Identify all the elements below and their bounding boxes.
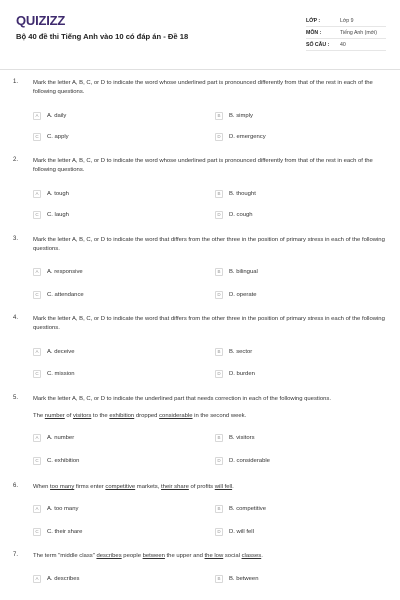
question-prompt: Mark the letter A, B, C, or D to indicate the word whose underlined part is pronounced differently from that of the rest in each of the following questions.: [33, 158, 373, 173]
option-key-box: D: [215, 133, 223, 141]
option-label: B. thought: [229, 190, 256, 197]
underlined-part-d: classes: [241, 553, 262, 559]
sentence-text: in the second week.: [192, 413, 247, 419]
option-key-box: C: [33, 133, 41, 141]
option-key-box: D: [215, 528, 223, 536]
option-a[interactable]: [33, 188, 69, 199]
option-a[interactable]: [33, 432, 74, 443]
sentence-text: people: [121, 553, 143, 559]
underlined-part-d: considerable: [159, 413, 193, 419]
option-label: D. cough: [229, 211, 253, 218]
meta-row-subject: [306, 27, 386, 39]
meta-value: 40: [340, 41, 346, 48]
option-key-box: B: [215, 268, 223, 276]
option-label: C. their share: [47, 528, 83, 535]
meta-label: MÔN :: [306, 29, 322, 36]
sentence-text: .: [232, 484, 234, 490]
option-a[interactable]: [33, 573, 79, 584]
option-label: B. visitors: [229, 434, 255, 441]
underlined-part-c: exhibition: [109, 413, 135, 419]
option-key-box: A: [33, 190, 41, 198]
question-prompt: Mark the letter A, B, C, or D to indicate the word that differs from the other three in the position of primary stress in each of the following questions.: [33, 316, 385, 331]
option-label: A. responsive: [47, 268, 83, 275]
underlined-part-b: between: [142, 553, 165, 559]
option-key-box: B: [215, 434, 223, 442]
option-label: D. burden: [229, 370, 255, 377]
question-prompt: Mark the letter A, B, C, or D to indicate the word that differs from the other three in the position of primary stress in each of the following questions.: [33, 237, 385, 252]
underlined-part-a: describes: [96, 553, 122, 559]
option-key-box: A: [33, 348, 41, 356]
option-c[interactable]: [33, 368, 75, 379]
sentence-text: to the: [91, 413, 110, 419]
sentence-text: When: [33, 484, 51, 490]
question-number: 6.: [13, 483, 19, 489]
option-c[interactable]: [33, 131, 69, 142]
worksheet-title: Bộ 40 đề thi Tiếng Anh vào 10 có đáp án - Đề 18: [16, 32, 189, 41]
option-b[interactable]: [215, 573, 258, 584]
sentence-text: of: [64, 413, 73, 419]
sentence-text: The: [33, 413, 45, 419]
underlined-part-b: visitors: [72, 413, 92, 419]
option-b[interactable]: [215, 432, 255, 443]
option-key-box: D: [215, 457, 223, 465]
option-label: A. describes: [47, 575, 80, 582]
option-label: B. sector: [229, 348, 253, 355]
option-key-box: A: [33, 505, 41, 513]
question-number: 3.: [13, 236, 19, 242]
option-b[interactable]: [215, 503, 266, 514]
option-c[interactable]: [33, 526, 82, 537]
option-label: A. too many: [47, 505, 79, 512]
option-key-box: A: [33, 434, 41, 442]
quizizz-logo: QUIZIZZ: [16, 13, 66, 28]
sentence-text: dropped: [134, 413, 160, 419]
option-key-box: A: [33, 268, 41, 276]
option-label: D. will fell: [229, 528, 254, 535]
sentence-text: markets,: [135, 484, 162, 490]
option-d[interactable]: [215, 526, 254, 537]
meta-label: SỐ CÂU :: [306, 41, 330, 48]
option-label: A. daily: [47, 112, 67, 119]
option-a[interactable]: [33, 503, 78, 514]
option-key-box: C: [33, 211, 41, 219]
sentence-text: firms enter: [74, 484, 106, 490]
sentence-text: The term "middle class": [33, 553, 97, 559]
option-label: B. competitive: [229, 505, 266, 512]
worksheet-meta: [306, 15, 386, 51]
option-label: D. considerable: [229, 457, 270, 464]
option-label: D. operate: [229, 291, 257, 298]
option-label: C. mission: [47, 370, 75, 377]
option-label: A. tough: [47, 190, 69, 197]
option-key-box: C: [33, 370, 41, 378]
underlined-part-a: too many: [50, 484, 75, 490]
option-key-box: B: [215, 190, 223, 198]
worksheet-header: [0, 0, 400, 72]
underlined-part-d: will fell: [214, 484, 233, 490]
option-b[interactable]: [215, 266, 258, 277]
question-number: 1.: [13, 79, 19, 85]
option-key-box: B: [215, 575, 223, 583]
option-key-box: B: [215, 112, 223, 120]
option-key-box: B: [215, 348, 223, 356]
option-label: A. deceive: [47, 348, 75, 355]
option-a[interactable]: [33, 266, 83, 277]
option-d[interactable]: [215, 131, 266, 142]
header-divider: [0, 69, 400, 70]
sentence-text: .: [261, 553, 263, 559]
question-number: 4.: [13, 315, 19, 321]
sentence-text: of profits: [188, 484, 215, 490]
option-key-box: A: [33, 112, 41, 120]
underlined-part-c: the low: [204, 553, 224, 559]
meta-row-grade: [306, 15, 386, 27]
option-label: C. laugh: [47, 211, 69, 218]
option-b[interactable]: [215, 110, 253, 121]
option-c[interactable]: [33, 289, 84, 300]
option-label: D. emergency: [229, 133, 266, 140]
option-label: B. between: [229, 575, 259, 582]
option-key-box: C: [33, 291, 41, 299]
option-key-box: D: [215, 211, 223, 219]
option-d[interactable]: [215, 455, 270, 466]
question-prompt: Mark the letter A, B, C, or D to indicate the word whose underlined part is pronounced differently from that of the rest in each of the following questions.: [33, 80, 373, 95]
option-label: B. bilingual: [229, 268, 258, 275]
meta-label: LỚP :: [306, 17, 321, 24]
option-c[interactable]: [33, 209, 69, 220]
meta-row-count: [306, 39, 386, 51]
option-label: B. simply: [229, 112, 253, 119]
underlined-part-b: competitive: [105, 484, 136, 490]
option-key-box: C: [33, 457, 41, 465]
question-sentence: [33, 552, 388, 561]
meta-value: Tiếng Anh (mới): [340, 29, 377, 36]
question-sentence: [33, 483, 388, 492]
option-key-box: A: [33, 575, 41, 583]
option-b[interactable]: [215, 188, 256, 199]
option-d[interactable]: [215, 209, 253, 220]
option-d[interactable]: [215, 368, 255, 379]
option-b[interactable]: [215, 346, 252, 357]
question-number: 5.: [13, 395, 19, 401]
option-key-box: B: [215, 505, 223, 513]
meta-value: Lớp 9: [340, 17, 354, 24]
question-prompt: Mark the letter A, B, C, or D to indicate the underlined part that needs correction in each of the following questions.: [33, 396, 331, 402]
sentence-text: the upper and: [164, 553, 205, 559]
question-number: 7.: [13, 552, 19, 558]
question-sentence: [33, 412, 388, 421]
option-c[interactable]: [33, 455, 79, 466]
option-label: C. apply: [47, 133, 69, 140]
underlined-part-a: number: [44, 413, 65, 419]
option-key-box: D: [215, 291, 223, 299]
option-key-box: D: [215, 370, 223, 378]
option-label: A. number: [47, 434, 75, 441]
option-key-box: C: [33, 528, 41, 536]
sentence-text: social: [223, 553, 242, 559]
option-a[interactable]: [33, 346, 75, 357]
option-a[interactable]: [33, 110, 66, 121]
option-d[interactable]: [215, 289, 257, 300]
option-label: C. attendance: [47, 291, 84, 298]
underlined-part-c: their share: [161, 484, 189, 490]
option-label: C. exhibition: [47, 457, 80, 464]
question-number: 2.: [13, 157, 19, 163]
